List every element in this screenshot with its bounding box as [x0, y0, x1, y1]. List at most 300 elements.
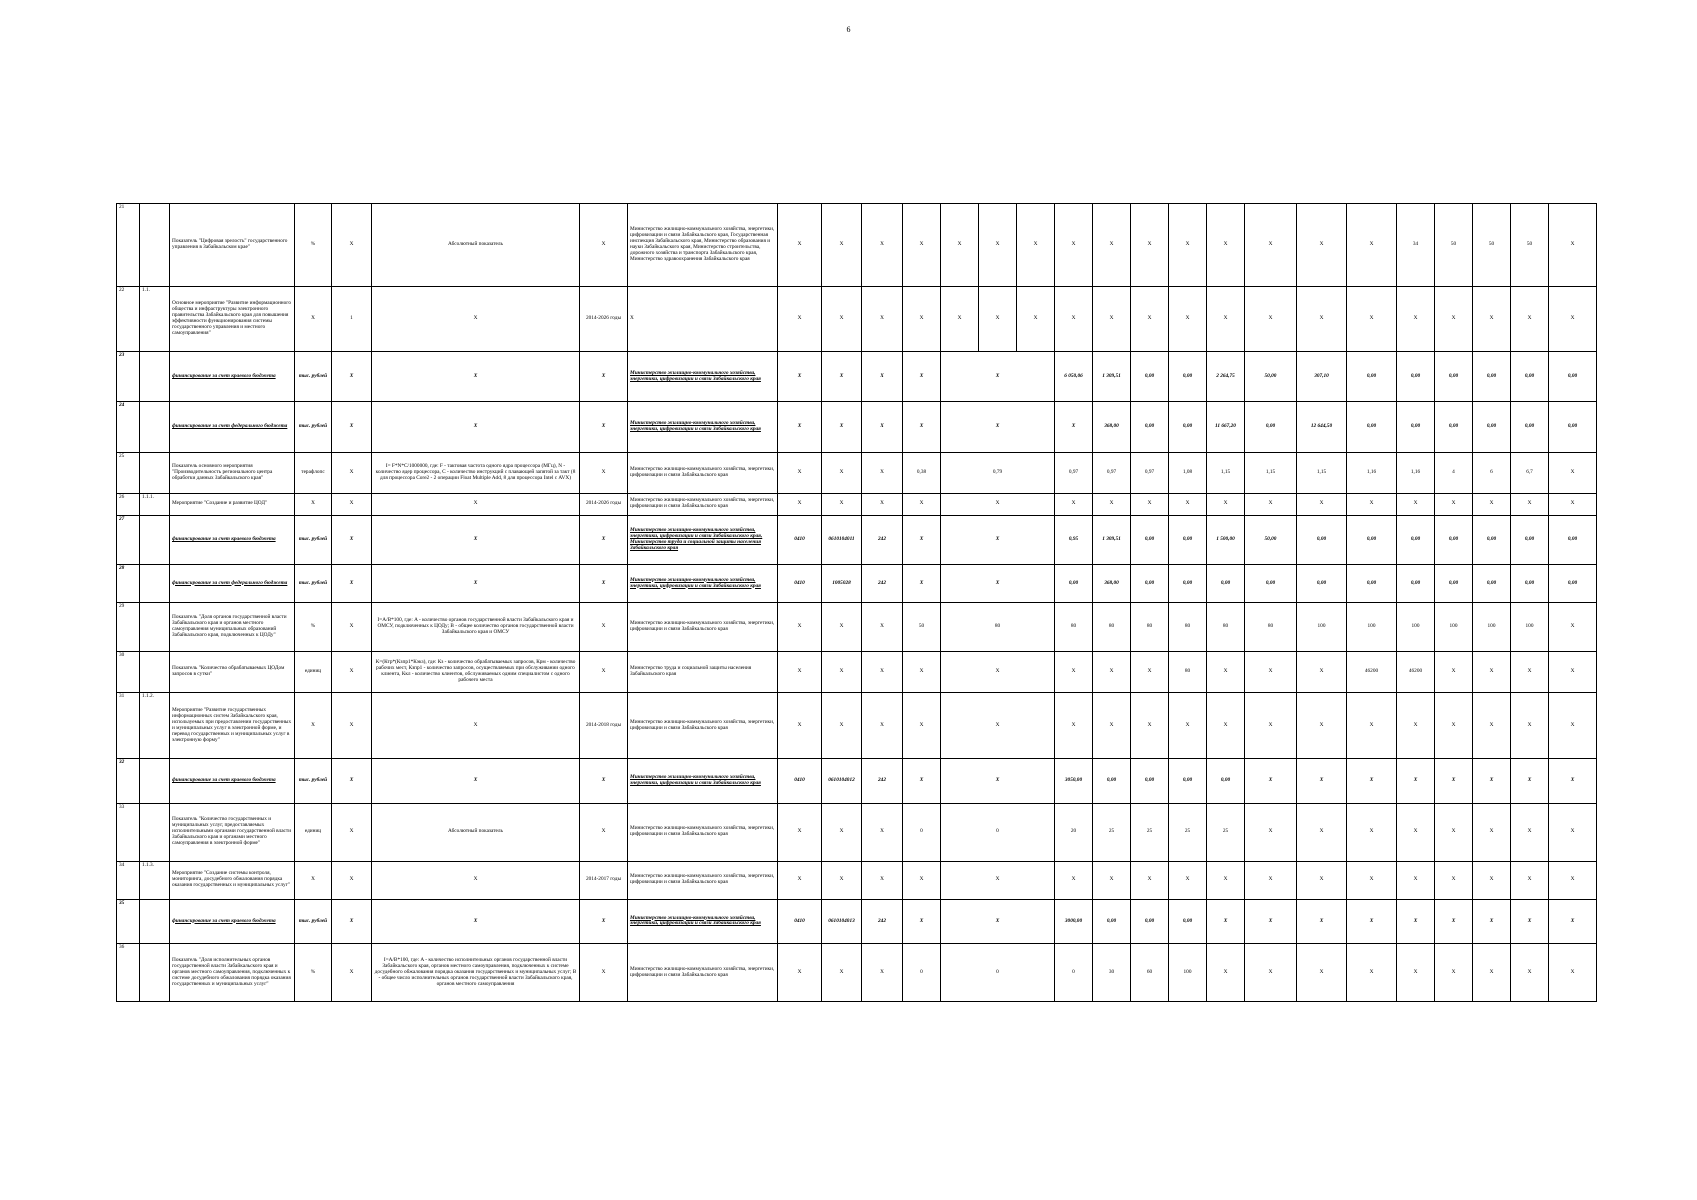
grade: X — [332, 803, 372, 861]
year-value: X — [1511, 287, 1549, 352]
year-value: X — [941, 564, 1055, 603]
year-value: 80 — [1169, 652, 1207, 693]
year-value: X — [903, 515, 941, 564]
budget-code: X — [822, 944, 862, 1002]
responsible-executor: Министерство жилищно-коммунального хозяйства, энергетики, цифровизации и связи Забайкальского края — [628, 452, 778, 493]
budget-code: X — [822, 693, 862, 759]
budget-code: X — [778, 204, 822, 287]
row-number: 36 — [117, 944, 140, 1002]
unit: тыс. рублей — [295, 564, 332, 603]
year-value: 1 309,51 — [1093, 515, 1131, 564]
year-value: 30 — [1093, 944, 1131, 1002]
year-value: X — [1473, 759, 1511, 803]
year-value: X — [1511, 899, 1549, 943]
year-value: X — [1131, 204, 1169, 287]
year-value: 368,00 — [1093, 564, 1131, 603]
responsible-executor: Министерство жилищно-коммунального хозяйства, энергетики, цифровизации и связи Забайкальского края — [628, 944, 778, 1002]
year-value: 307,10 — [1297, 352, 1347, 402]
year-value: 0,00 — [1207, 759, 1245, 803]
year-value: X — [941, 899, 1055, 943]
formula: Абсолютный показатель — [372, 803, 580, 861]
table-row — [117, 693, 1597, 759]
year-value: 12 644,50 — [1297, 402, 1347, 452]
year-value: 0,97 — [1131, 452, 1169, 493]
code: 1.1. — [140, 287, 170, 352]
year-value: X — [941, 287, 979, 352]
period: 2014-2026 годы — [580, 493, 628, 515]
table-row — [117, 899, 1597, 943]
budget-code: 242 — [862, 899, 903, 943]
formula: X — [372, 352, 580, 402]
year-value: 0,00 — [1435, 564, 1473, 603]
budget-code: X — [822, 402, 862, 452]
year-value: X — [903, 861, 941, 899]
year-value: 0,00 — [1549, 402, 1597, 452]
program-indicators-table — [116, 203, 1597, 1002]
year-value: 0,00 — [1473, 352, 1511, 402]
year-value: 0,00 — [1055, 564, 1093, 603]
year-value: 0,00 — [1245, 402, 1297, 452]
year-value: 0,00 — [1397, 402, 1435, 452]
formula: X — [372, 693, 580, 759]
year-value: X — [941, 759, 1055, 803]
year-value: X — [1397, 759, 1435, 803]
year-value: X — [1245, 204, 1297, 287]
year-value: X — [1473, 899, 1511, 943]
year-value: 0,00 — [1397, 352, 1435, 402]
year-value: 0,00 — [1131, 759, 1169, 803]
budget-code: X — [862, 803, 903, 861]
year-value: X — [941, 693, 1055, 759]
budget-code: X — [822, 603, 862, 652]
year-value: X — [1131, 652, 1169, 693]
formula: X — [372, 759, 580, 803]
unit: единиц — [295, 652, 332, 693]
row-number: 25 — [117, 452, 140, 493]
grade: X — [332, 204, 372, 287]
grade: X — [332, 493, 372, 515]
year-value: X — [1435, 759, 1473, 803]
budget-code: X — [862, 452, 903, 493]
year-value: X — [1397, 899, 1435, 943]
year-value: X — [903, 204, 941, 287]
year-value: 80 — [941, 603, 1055, 652]
year-value: 0 — [903, 803, 941, 861]
year-value: X — [1549, 861, 1597, 899]
year-value: 3000,00 — [1055, 899, 1093, 943]
year-value: 0,38 — [903, 452, 941, 493]
formula: X — [372, 287, 580, 352]
table-row — [117, 352, 1597, 402]
year-value: X — [1207, 652, 1245, 693]
year-value: 50,00 — [1245, 515, 1297, 564]
year-value: X — [1297, 204, 1347, 287]
year-value: X — [1297, 287, 1347, 352]
year-value: X — [1435, 287, 1473, 352]
year-value: X — [1347, 204, 1397, 287]
budget-code: X — [862, 287, 903, 352]
row-description: финансирование за счет краевого бюджета — [170, 759, 295, 803]
year-value: X — [1297, 899, 1347, 943]
table-row — [117, 564, 1597, 603]
grade: X — [332, 899, 372, 943]
budget-code: 242 — [862, 515, 903, 564]
row-number: 22 — [117, 287, 140, 352]
budget-code: X — [822, 452, 862, 493]
row-number: 21 — [117, 204, 140, 287]
year-value: X — [1207, 944, 1245, 1002]
period: X — [580, 944, 628, 1002]
year-value: 1 309,51 — [1093, 352, 1131, 402]
year-value: X — [903, 564, 941, 603]
year-value: X — [1549, 899, 1597, 943]
year-value: 100 — [1435, 603, 1473, 652]
grade: X — [332, 861, 372, 899]
year-value: X — [1549, 759, 1597, 803]
year-value: 0,00 — [1131, 515, 1169, 564]
year-value: 0,97 — [1055, 452, 1093, 493]
grade: X — [332, 944, 372, 1002]
formula: Абсолютный показатель — [372, 204, 580, 287]
year-value: 0,00 — [1169, 899, 1207, 943]
grade: X — [332, 759, 372, 803]
year-value: 0,00 — [1093, 899, 1131, 943]
grade: 1 — [332, 287, 372, 352]
year-value: 25 — [1169, 803, 1207, 861]
year-value: 100 — [1169, 944, 1207, 1002]
period: X — [580, 564, 628, 603]
responsible-executor: Министерство труда и социальной защиты населения Забайкальского края — [628, 652, 778, 693]
year-value: X — [941, 515, 1055, 564]
row-description: финансирование за счет краевого бюджета — [170, 352, 295, 402]
year-value: X — [1435, 899, 1473, 943]
year-value: X — [1055, 693, 1093, 759]
grade: X — [332, 515, 372, 564]
responsible-executor: X — [628, 287, 778, 352]
period: X — [580, 204, 628, 287]
table-row — [117, 861, 1597, 899]
year-value: X — [1055, 287, 1093, 352]
year-value: 6 — [1473, 452, 1511, 493]
code — [140, 803, 170, 861]
year-value: X — [903, 493, 941, 515]
year-value: 0,00 — [1511, 402, 1549, 452]
year-value: X — [1207, 493, 1245, 515]
year-value: X — [1245, 493, 1297, 515]
row-description: Показатель "Доля исполнительных органов государственной власти Забайкальского края и органов местного самоуправления, подключенных к системе досудебного обжалования порядка оказания государственных и муниципальных услуг" — [170, 944, 295, 1002]
year-value: X — [1207, 899, 1245, 943]
row-description: Основное мероприятие "Развитие информационного общества и инфраструктуры электронного правительства Забайкальского края для повышения эффективности функционирования системы государственного управления и местного самоуправления" — [170, 287, 295, 352]
budget-code: 0410 — [778, 515, 822, 564]
row-description: Показатель "Количество государственных и муниципальных услуг, предоставляемых исполнительными органами государственной власти Забайкальского края и органами местного самоуправления в электронной форме" — [170, 803, 295, 861]
year-value: 100 — [1347, 603, 1397, 652]
responsible-executor: Министерство жилищно-коммунального хозяйства, энергетики, цифровизации и связи Забайкальского края, Министерство труда и социальной защиты населения Забайкальского края — [628, 515, 778, 564]
table-row — [117, 493, 1597, 515]
year-value: 0,00 — [1347, 515, 1397, 564]
year-value: X — [1549, 803, 1597, 861]
budget-code: 0610104013 — [822, 899, 862, 943]
responsible-executor: Министерство жилищно-коммунального хозяйства, энергетики, цифровизации и связи Забайкальского края — [628, 803, 778, 861]
formula: X — [372, 515, 580, 564]
year-value: X — [1435, 493, 1473, 515]
year-value: X — [941, 652, 1055, 693]
year-value: X — [1549, 452, 1597, 493]
table-row — [117, 759, 1597, 803]
year-value: 80 — [1245, 603, 1297, 652]
year-value: X — [1347, 944, 1397, 1002]
year-value: 0,00 — [1549, 564, 1597, 603]
year-value: 80 — [1093, 603, 1131, 652]
code — [140, 402, 170, 452]
year-value: 6 050,06 — [1055, 352, 1093, 402]
unit: X — [295, 493, 332, 515]
grade: X — [332, 564, 372, 603]
year-value: 100 — [1397, 603, 1435, 652]
year-value: X — [1473, 803, 1511, 861]
unit: тыс. рублей — [295, 515, 332, 564]
year-value: X — [1055, 402, 1093, 452]
year-value: X — [903, 352, 941, 402]
budget-code: X — [778, 652, 822, 693]
formula: I=A/B*100, где: A - количество исполнительных органов государственной власти Забайкальского края, органов местного самоуправления, подключенных к системе досудебного обжалования порядка оказания государственных и муниципальных услуг; B - общее число исполнительных органов государственной власти Забайкальского края, органов местного самоуправления — [372, 944, 580, 1002]
year-value: X — [1207, 693, 1245, 759]
year-value: X — [1207, 204, 1245, 287]
year-value: X — [1397, 803, 1435, 861]
year-value: 0,00 — [1169, 564, 1207, 603]
year-value: 1,15 — [1297, 452, 1347, 493]
budget-code: X — [822, 803, 862, 861]
grade: X — [332, 452, 372, 493]
year-value: X — [1245, 861, 1297, 899]
year-value: X — [1093, 493, 1131, 515]
year-value: 100 — [1473, 603, 1511, 652]
responsible-executor: Министерство жилищно-коммунального хозяйства, энергетики, цифровизации и связи Забайкальского края — [628, 402, 778, 452]
year-value: X — [1397, 493, 1435, 515]
year-value: 0,00 — [1511, 352, 1549, 402]
budget-code: 0610104011 — [822, 515, 862, 564]
year-value: X — [903, 652, 941, 693]
code — [140, 352, 170, 402]
year-value: X — [1169, 861, 1207, 899]
responsible-executor: Министерство жилищно-коммунального хозяйства, энергетики, цифровизации и связи Забайкальского края — [628, 603, 778, 652]
year-value: 0,00 — [1347, 402, 1397, 452]
year-value: X — [1297, 759, 1347, 803]
year-value: 0,00 — [1207, 564, 1245, 603]
budget-code: 242 — [862, 564, 903, 603]
grade: X — [332, 652, 372, 693]
year-value: X — [1093, 287, 1131, 352]
budget-code: X — [822, 861, 862, 899]
period: 2014-2026 годы — [580, 287, 628, 352]
year-value: 0,00 — [1511, 515, 1549, 564]
year-value: X — [1511, 493, 1549, 515]
year-value: 1,15 — [1245, 452, 1297, 493]
year-value: X — [1169, 204, 1207, 287]
unit: X — [295, 693, 332, 759]
year-value: X — [979, 287, 1017, 352]
year-value: X — [979, 204, 1017, 287]
year-value: X — [1297, 493, 1347, 515]
year-value: X — [1093, 693, 1131, 759]
year-value: 25 — [1207, 803, 1245, 861]
code: 1.1.1. — [140, 493, 170, 515]
year-value: X — [1397, 287, 1435, 352]
row-number: 33 — [117, 803, 140, 861]
budget-code: 0610104012 — [822, 759, 862, 803]
year-value: 4 — [1435, 452, 1473, 493]
budget-code: X — [778, 861, 822, 899]
period: X — [580, 515, 628, 564]
year-value: 100 — [1511, 603, 1549, 652]
year-value: 0,00 — [1131, 352, 1169, 402]
year-value: X — [1473, 861, 1511, 899]
year-value: X — [1347, 759, 1397, 803]
year-value: X — [1511, 693, 1549, 759]
year-value: X — [903, 402, 941, 452]
year-value: X — [1245, 899, 1297, 943]
year-value: 80 — [1055, 603, 1093, 652]
year-value: 6,7 — [1511, 452, 1549, 493]
year-value: X — [1549, 693, 1597, 759]
unit: терафлопс — [295, 452, 332, 493]
year-value: 1,08 — [1169, 452, 1207, 493]
unit: % — [295, 944, 332, 1002]
year-value: 0 — [1055, 944, 1093, 1002]
year-value: 0 — [903, 944, 941, 1002]
year-value: X — [1017, 204, 1055, 287]
budget-code: X — [778, 603, 822, 652]
year-value: 1,15 — [1207, 452, 1245, 493]
year-value: X — [1473, 652, 1511, 693]
row-description: финансирование за счет федерального бюджета — [170, 402, 295, 452]
budget-code: X — [862, 204, 903, 287]
responsible-executor: Министерство жилищно-коммунального хозяйства, энергетики, цифровизации и связи Забайкальского края — [628, 861, 778, 899]
year-value: 46200 — [1397, 652, 1435, 693]
budget-code: X — [822, 493, 862, 515]
row-description: Показатель "Количество обрабатываемых ЦОДом запросов в сутки" — [170, 652, 295, 693]
grade: X — [332, 352, 372, 402]
year-value: X — [1347, 493, 1397, 515]
year-value: X — [1473, 493, 1511, 515]
budget-code: X — [822, 287, 862, 352]
year-value: X — [1473, 944, 1511, 1002]
code — [140, 899, 170, 943]
year-value: X — [1511, 759, 1549, 803]
year-value: X — [1435, 861, 1473, 899]
budget-code: X — [862, 861, 903, 899]
year-value: X — [1245, 759, 1297, 803]
period: X — [580, 402, 628, 452]
row-number: 34 — [117, 861, 140, 899]
budget-code: X — [862, 652, 903, 693]
year-value: X — [1297, 652, 1347, 693]
year-value: X — [1245, 803, 1297, 861]
row-description: финансирование за счет федерального бюджета — [170, 564, 295, 603]
budget-code: X — [778, 944, 822, 1002]
table-row — [117, 452, 1597, 493]
formula: I=A/B*100, где: A - количество органов государственной власти Забайкальского края и ОМСУ, подключенных к ЦОДу; B - общее количество органов государственной власти Забайкальского края и ОМСУ — [372, 603, 580, 652]
year-value: 0,00 — [1297, 564, 1347, 603]
budget-code: X — [778, 452, 822, 493]
formula: X — [372, 899, 580, 943]
year-value: X — [941, 861, 1055, 899]
unit: X — [295, 287, 332, 352]
year-value: X — [1131, 693, 1169, 759]
year-value: X — [1347, 899, 1397, 943]
year-value: 1,16 — [1347, 452, 1397, 493]
row-number: 27 — [117, 515, 140, 564]
year-value: X — [1435, 652, 1473, 693]
code: 1.1.2. — [140, 693, 170, 759]
year-value: 0,00 — [1511, 564, 1549, 603]
budget-code: X — [822, 352, 862, 402]
table-row — [117, 204, 1597, 287]
responsible-executor: Министерство жилищно-коммунального хозяйства, энергетики, цифровизации и связи Забайкальского края, Государственная инспекция Забайкальского края, Министерство образования и науки Забайкальского края, Министерство строительства, дорожного хозяйства и транспорта Забайкальского края, Министерство здравоохранения Забайкальского края — [628, 204, 778, 287]
unit: тыс. рублей — [295, 352, 332, 402]
budget-code: X — [862, 693, 903, 759]
year-value: X — [1397, 693, 1435, 759]
budget-code: X — [862, 944, 903, 1002]
year-value: X — [1169, 287, 1207, 352]
year-value: 368,00 — [1093, 402, 1131, 452]
period: X — [580, 803, 628, 861]
grade: X — [332, 693, 372, 759]
year-value: 0,00 — [1131, 402, 1169, 452]
table-row — [117, 652, 1597, 693]
year-value: X — [1131, 861, 1169, 899]
year-value: X — [1347, 287, 1397, 352]
formula: X — [372, 402, 580, 452]
grade: X — [332, 402, 372, 452]
year-value: X — [941, 402, 1055, 452]
table-row — [117, 944, 1597, 1002]
row-number: 30 — [117, 652, 140, 693]
table-row — [117, 515, 1597, 564]
year-value: 0 — [941, 944, 1055, 1002]
year-value: X — [1297, 803, 1347, 861]
year-value: X — [1207, 287, 1245, 352]
year-value: 0,00 — [1435, 515, 1473, 564]
code — [140, 564, 170, 603]
budget-code: X — [862, 352, 903, 402]
year-value: X — [1297, 861, 1347, 899]
year-value: X — [1245, 944, 1297, 1002]
year-value: 50 — [1473, 204, 1511, 287]
responsible-executor: Министерство жилищно-коммунального хозяйства, энергетики, цифровизации и связи Забайкальского края — [628, 564, 778, 603]
year-value: X — [1169, 493, 1207, 515]
year-value: 1,16 — [1397, 452, 1435, 493]
responsible-executor: Министерство жилищно-коммунального хозяйства, энергетики, цифровизации и связи Забайкальского края — [628, 493, 778, 515]
budget-code: X — [778, 287, 822, 352]
year-value: X — [1055, 861, 1093, 899]
formula: X — [372, 564, 580, 603]
year-value: X — [1435, 693, 1473, 759]
year-value: X — [1511, 861, 1549, 899]
budget-code: X — [862, 493, 903, 515]
row-number: 31 — [117, 693, 140, 759]
year-value: X — [1297, 693, 1347, 759]
row-description: финансирование за счет краевого бюджета — [170, 515, 295, 564]
year-value: X — [1017, 287, 1055, 352]
year-value: 0,00 — [1397, 564, 1435, 603]
year-value: 25 — [1131, 803, 1169, 861]
year-value: X — [1093, 652, 1131, 693]
budget-code: X — [862, 603, 903, 652]
row-description: Мероприятие "Развитие государственных информационных систем Забайкальского края, используемых при предоставлении государственных и муниципальных услуг в электронной форме, и перевод государственных и муниципальных услуг в электронную форму" — [170, 693, 295, 759]
year-value: 50 — [1511, 204, 1549, 287]
year-value: 0,00 — [1245, 564, 1297, 603]
year-value: X — [1397, 861, 1435, 899]
